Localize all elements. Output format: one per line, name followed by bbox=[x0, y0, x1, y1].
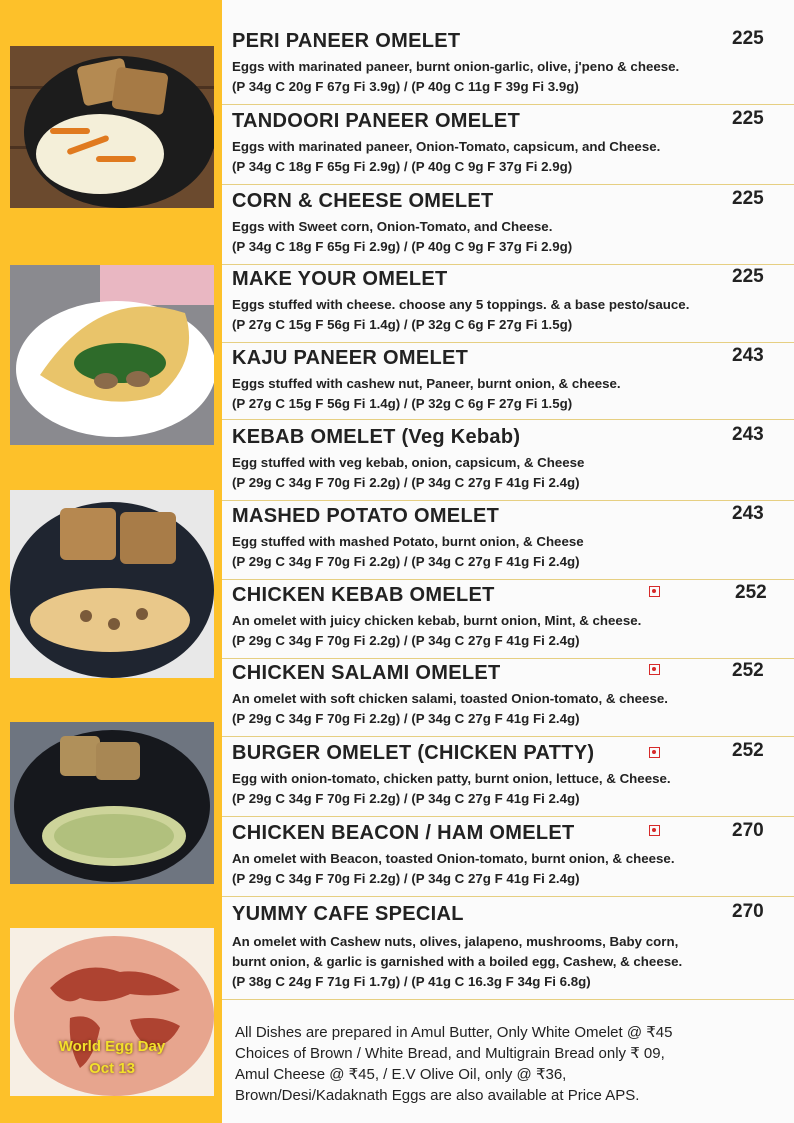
item-name: CORN & CHEESE OMELET bbox=[232, 190, 494, 212]
burger-omelet-photo bbox=[10, 722, 214, 884]
item-name: KAJU PANEER OMELET bbox=[232, 347, 469, 369]
sidebar bbox=[0, 0, 222, 1123]
menu-item bbox=[222, 268, 794, 343]
item-price: 270 bbox=[732, 901, 764, 922]
item-nutrition: (P 29g C 34g F 70g Fi 2.2g) / (P 34g C 27g F 41g Fi 2.4g) bbox=[232, 711, 580, 726]
item-description: Egg with onion-tomato, chicken patty, burnt onion, lettuce, & Cheese. bbox=[232, 771, 671, 786]
item-price: 225 bbox=[732, 266, 764, 287]
item-price: 252 bbox=[732, 660, 764, 681]
menu-item bbox=[222, 190, 794, 265]
item-name: CHICKEN BEACON / HAM OMELET bbox=[232, 822, 575, 844]
note-line: Brown/Desi/Kadaknath Eggs are also available at Price APS. bbox=[235, 1087, 640, 1104]
item-price: 243 bbox=[732, 503, 764, 524]
item-description-cont: burnt onion, & garlic is garnished with a boiled egg, Cashew, & cheese. bbox=[232, 954, 683, 969]
note-line: All Dishes are prepared in Amul Butter, Only White Omelet @ ₹45 bbox=[235, 1024, 673, 1041]
item-description: Eggs with Sweet corn, Onion-Tomato, and Cheese. bbox=[232, 219, 553, 234]
item-description: An omelet with Cashew nuts, olives, jalapeno, mushrooms, Baby corn, bbox=[232, 934, 679, 949]
item-name: CHICKEN KEBAB OMELET bbox=[232, 584, 495, 606]
menu-item bbox=[222, 822, 794, 897]
omelet-plate-image bbox=[10, 46, 214, 208]
item-nutrition: (P 27g C 15g F 56g Fi 1.4g) / (P 32g C 6g F 27g Fi 1.5g) bbox=[232, 396, 573, 411]
item-name: PERI PANEER OMELET bbox=[232, 30, 461, 52]
egg-day-title: World Egg Day bbox=[58, 1038, 166, 1055]
item-nutrition: (P 38g C 24g F 71g Fi 1.7g) / (P 41g C 16.3g F 34g Fi 6.8g) bbox=[232, 974, 591, 989]
note-line: Amul Cheese @ ₹45, / E.V Olive Oil, only @ ₹36, bbox=[235, 1066, 567, 1083]
menu-item bbox=[222, 662, 794, 737]
menu-item bbox=[222, 30, 794, 105]
item-description: Egg stuffed with veg kebab, onion, capsicum, & Cheese bbox=[232, 455, 585, 470]
item-description: An omelet with juicy chicken kebab, burnt onion, Mint, & cheese. bbox=[232, 613, 642, 628]
item-name: MASHED POTATO OMELET bbox=[232, 505, 500, 527]
item-nutrition: (P 29g C 34g F 70g Fi 2.2g) / (P 34g C 27g F 41g Fi 2.4g) bbox=[232, 475, 580, 490]
menu-item bbox=[222, 903, 794, 1000]
non-veg-icon bbox=[649, 664, 660, 675]
item-price: 225 bbox=[732, 108, 764, 129]
menu-item bbox=[222, 505, 794, 580]
item-price: 243 bbox=[732, 345, 764, 366]
item-nutrition: (P 27g C 15g F 56g Fi 1.4g) / (P 32g C 6g F 27g Fi 1.5g) bbox=[232, 317, 573, 332]
menu-item bbox=[222, 584, 794, 659]
world-egg-day-image bbox=[10, 928, 214, 1096]
item-price: 225 bbox=[732, 28, 764, 49]
menu-item bbox=[222, 347, 794, 420]
item-name: BURGER OMELET (CHICKEN PATTY) bbox=[232, 742, 595, 764]
peri-paneer-omelet-photo bbox=[10, 46, 214, 208]
item-price: 252 bbox=[735, 582, 767, 603]
item-nutrition: (P 29g C 34g F 70g Fi 2.2g) / (P 34g C 27g F 41g Fi 2.4g) bbox=[232, 871, 580, 886]
non-veg-icon bbox=[649, 586, 660, 597]
item-price: 252 bbox=[732, 740, 764, 761]
item-description: Eggs stuffed with cashew nut, Paneer, burnt onion, & cheese. bbox=[232, 376, 621, 391]
item-nutrition: (P 34g C 18g F 65g Fi 2.9g) / (P 40g C 9g F 37g Fi 2.9g) bbox=[232, 159, 573, 174]
item-description: An omelet with soft chicken salami, toasted Onion-tomato, & cheese. bbox=[232, 691, 668, 706]
make-your-omelet-photo bbox=[10, 265, 214, 445]
item-price: 243 bbox=[732, 424, 764, 445]
non-veg-icon bbox=[649, 825, 660, 836]
item-name: KEBAB OMELET (Veg Kebab) bbox=[232, 426, 521, 448]
menu-item bbox=[222, 426, 794, 501]
item-description: An omelet with Beacon, toasted Onion-tomato, burnt onion, & cheese. bbox=[232, 851, 675, 866]
item-nutrition: (P 29g C 34g F 70g Fi 2.2g) / (P 34g C 27g F 41g Fi 2.4g) bbox=[232, 791, 580, 806]
item-name: CHICKEN SALAMI OMELET bbox=[232, 662, 501, 684]
menu-list bbox=[222, 0, 794, 1123]
menu-item bbox=[222, 742, 794, 817]
item-nutrition: (P 29g C 34g F 70g Fi 2.2g) / (P 34g C 27g F 41g Fi 2.4g) bbox=[232, 554, 580, 569]
item-nutrition: (P 34g C 20g F 67g Fi 3.9g) / (P 40g C 11g F 39g Fi 3.9g) bbox=[232, 79, 579, 94]
item-nutrition: (P 29g C 34g F 70g Fi 2.2g) / (P 34g C 27g F 41g Fi 2.4g) bbox=[232, 633, 580, 648]
item-name: YUMMY CAFE SPECIAL bbox=[232, 903, 464, 925]
egg-day-date: Oct 13 bbox=[89, 1060, 135, 1077]
non-veg-icon bbox=[649, 747, 660, 758]
item-description: Eggs with marinated paneer, burnt onion-garlic, olive, j'peno & cheese. bbox=[232, 59, 680, 74]
item-nutrition: (P 34g C 18g F 65g Fi 2.9g) / (P 40g C 9g F 37g Fi 2.9g) bbox=[232, 239, 573, 254]
item-name: MAKE YOUR OMELET bbox=[232, 268, 448, 290]
item-description: Egg stuffed with mashed Potato, burnt onion, & Cheese bbox=[232, 534, 584, 549]
notes bbox=[235, 1022, 672, 1106]
menu-item bbox=[222, 110, 794, 185]
item-price: 270 bbox=[732, 820, 764, 841]
item-name: TANDOORI PANEER OMELET bbox=[232, 110, 521, 132]
item-description: Eggs stuffed with cheese. choose any 5 toppings. & a base pesto/sauce. bbox=[232, 297, 690, 312]
note-line: Choices of Brown / White Bread, and Multigrain Bread only ₹ 09, bbox=[235, 1045, 665, 1062]
item-description: Eggs with marinated paneer, Onion-Tomato, capsicum, and Cheese. bbox=[232, 139, 661, 154]
mashed-potato-omelet-photo bbox=[10, 490, 214, 678]
item-price: 225 bbox=[732, 188, 764, 209]
